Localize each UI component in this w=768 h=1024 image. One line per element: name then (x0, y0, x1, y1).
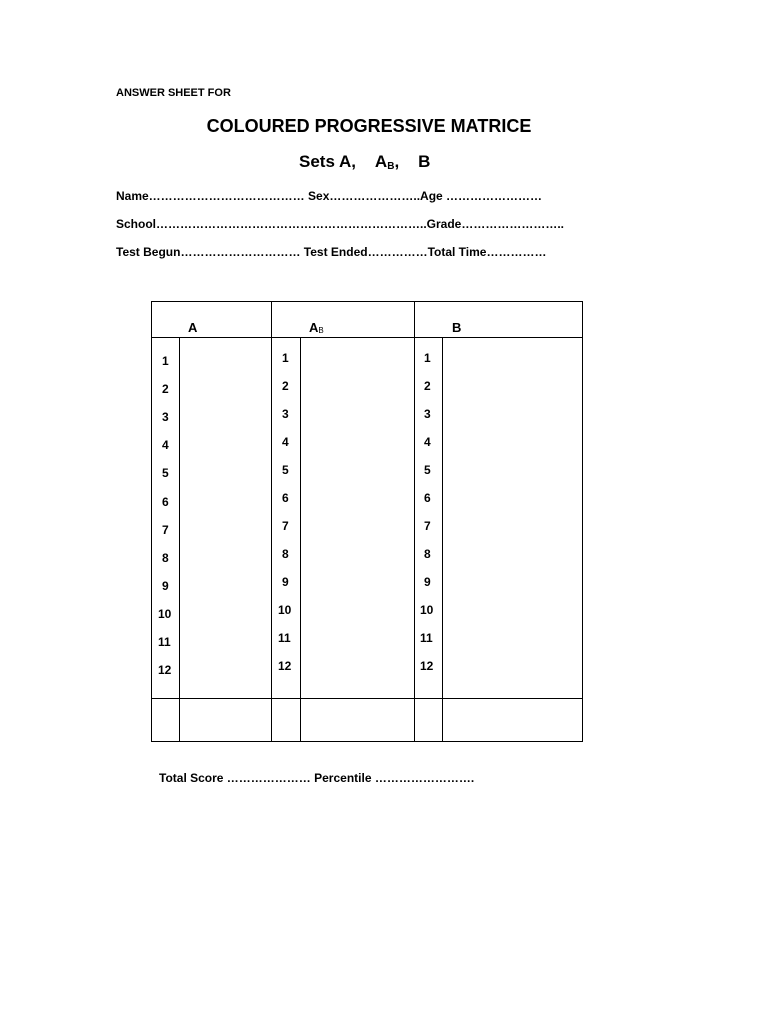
item-number-a-6: 6 (162, 494, 169, 509)
item-number-ab-9: 9 (282, 575, 289, 589)
item-number-a-7: 7 (162, 522, 169, 537)
item-number-b-11: 11 (420, 631, 433, 645)
item-number-b-8: 8 (424, 547, 431, 561)
info-line-test-time: Test Begun………………………… Test Ended……………Total Time…………… (116, 245, 547, 259)
item-number-ab-8: 8 (282, 547, 289, 561)
item-number-ab-2: 2 (282, 379, 289, 393)
info-line-name: Name………………………………… Sex…………………..Age …………………… (116, 189, 543, 203)
number-column-divider (300, 337, 301, 742)
item-number-b-3: 3 (424, 407, 431, 421)
item-number-a-11: 11 (158, 635, 171, 649)
item-number-a-10: 10 (158, 606, 172, 621)
page-title: COLOURED PROGRESSIVE MATRICE (206, 116, 532, 136)
column-divider (271, 302, 272, 742)
column-divider (414, 302, 415, 742)
column-header-a: A (188, 320, 198, 335)
item-number-ab-4: 4 (282, 435, 289, 449)
item-number-b-9: 9 (424, 575, 431, 589)
item-number-a-1: 1 (162, 354, 169, 368)
sets-prefix: Sets A, (299, 152, 357, 171)
sets-ab-main: A (374, 152, 388, 171)
item-number-ab-10: 10 (278, 603, 292, 617)
item-number-b-10: 10 (420, 603, 434, 617)
sets-b: B (418, 152, 431, 171)
item-number-b-7: 7 (424, 519, 431, 533)
item-number-a-5: 5 (162, 466, 169, 481)
sets-subtitle (299, 152, 430, 172)
item-number-ab-5: 5 (282, 463, 289, 477)
score-row-divider (152, 698, 582, 699)
item-number-ab-12: 12 (278, 659, 292, 673)
item-number-b-5: 5 (424, 463, 431, 477)
info-line-school: School…………………………………………………………..Grade…………………….. (116, 217, 565, 231)
item-number-a-2: 2 (162, 382, 169, 397)
item-number-a-4: 4 (162, 438, 169, 453)
item-number-ab-1: 1 (282, 351, 289, 365)
item-number-a-9: 9 (162, 578, 169, 593)
item-number-a-12: 12 (158, 663, 172, 678)
header-small-title: ANSWER SHEET FOR (116, 87, 231, 99)
item-number-b-4: 4 (424, 435, 431, 449)
number-column-divider (179, 337, 180, 742)
column-header-b: B (452, 320, 462, 335)
number-column-divider (442, 337, 443, 742)
item-number-b-1: 1 (424, 351, 431, 365)
header-row-divider (152, 337, 582, 338)
column-header-ab: $A_B$ (309, 320, 324, 335)
item-number-ab-7: 7 (282, 519, 289, 533)
item-number-ab-11: 11 (278, 631, 291, 645)
sets-ab-sub: B (387, 161, 395, 172)
item-number-b-2: 2 (424, 379, 431, 393)
item-number-b-12: 12 (420, 659, 434, 673)
sets-ab-comma: , (394, 152, 400, 171)
item-number-b-6: 6 (424, 491, 431, 505)
item-number-a-8: 8 (162, 550, 169, 565)
answer-table (151, 301, 583, 742)
item-number-ab-6: 6 (282, 491, 289, 505)
item-number-ab-3: 3 (282, 407, 289, 421)
total-score-line: Total Score ………………… Percentile ……………………. (159, 771, 475, 785)
item-number-a-3: 3 (162, 410, 169, 425)
